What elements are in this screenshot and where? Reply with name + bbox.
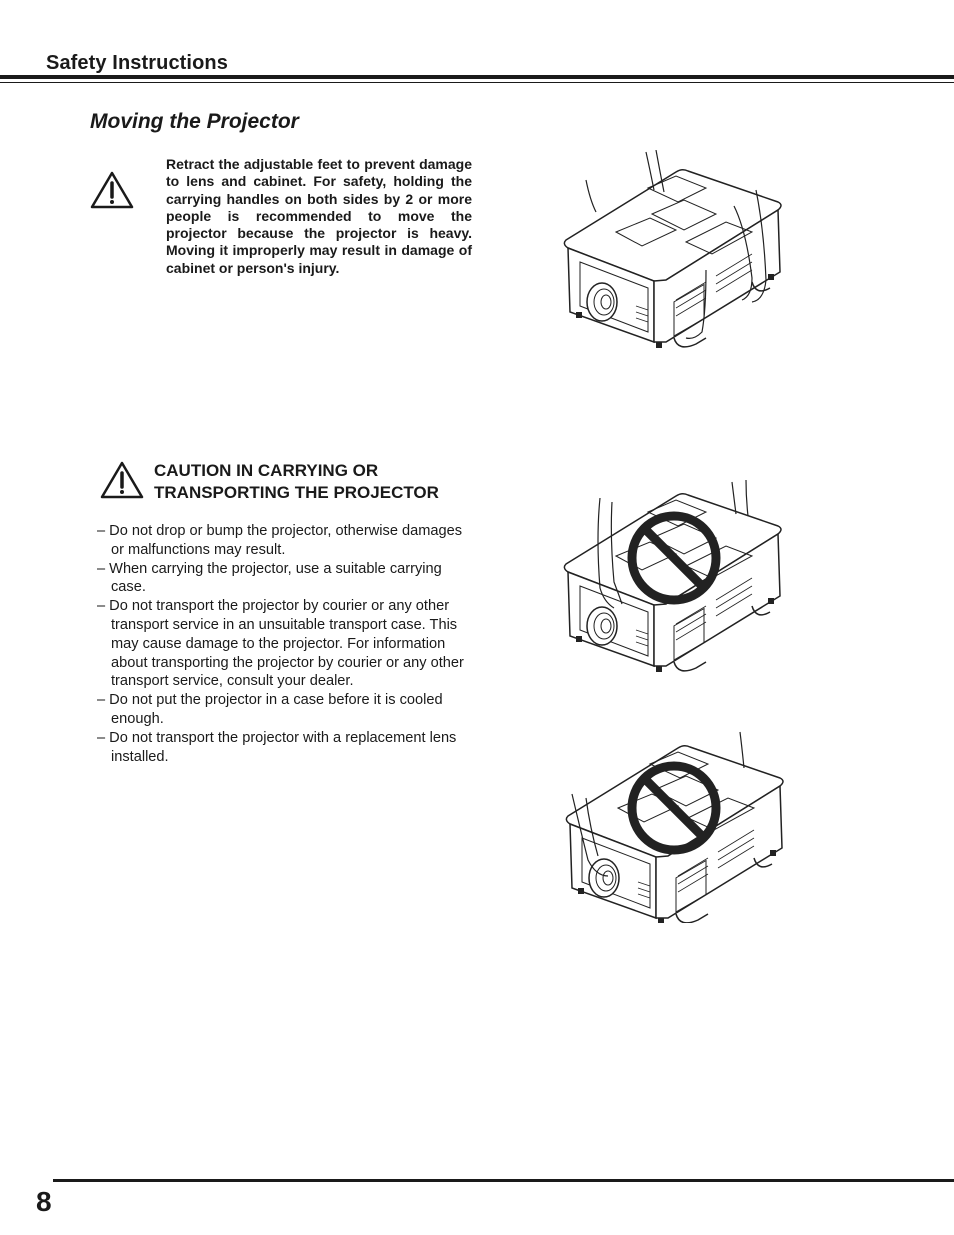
warning-text: Retract the adjustable feet to prevent damage to lens and cabinet. For safety, holding the carrying handles on both sides by 2 or more people is recommended to move the projector because the projector is heavy. Moving it improperly may result in damage of cabinet or person's injury. [166,156,472,276]
caution-heading-line1: CAUTION IN CARRYING OR [154,461,379,480]
page-number: 8 [36,1186,52,1217]
illustration-one-person-carry-prohibited [556,728,796,923]
list-item: – Do not drop or bump the projector, otherwise damages or malfunctions may result. [97,523,463,558]
section-header: Safety Instructions [46,52,228,74]
footer-rule [53,1179,954,1182]
list-item: – Do not transport the projector with a replacement lens installed. [97,729,457,765]
header-rule-thick [0,75,954,79]
caution-heading [154,460,484,504]
warning-triangle-icon [99,460,145,500]
caution-list [97,522,477,766]
illustration-two-person-carry [556,150,796,355]
illustration-lens-carry-prohibited [556,478,796,673]
list-item: – Do not transport the projector by courier or any other transport service in an unsuitable transport case. This may cause damage to the projector. For information about transporting the projector by courier or any other transport service, consult your dealer. [97,598,464,690]
list-item: – Do not put the projector in a case before it is cooled enough. [97,692,443,727]
caution-heading-line2: TRANSPORTING THE PROJECTOR [154,483,439,502]
header-rule-thin [0,82,954,83]
page-subtitle: Moving the Projector [90,110,299,133]
warning-triangle-icon [89,170,135,210]
list-item: – When carrying the projector, use a suitable carrying case. [97,560,442,596]
